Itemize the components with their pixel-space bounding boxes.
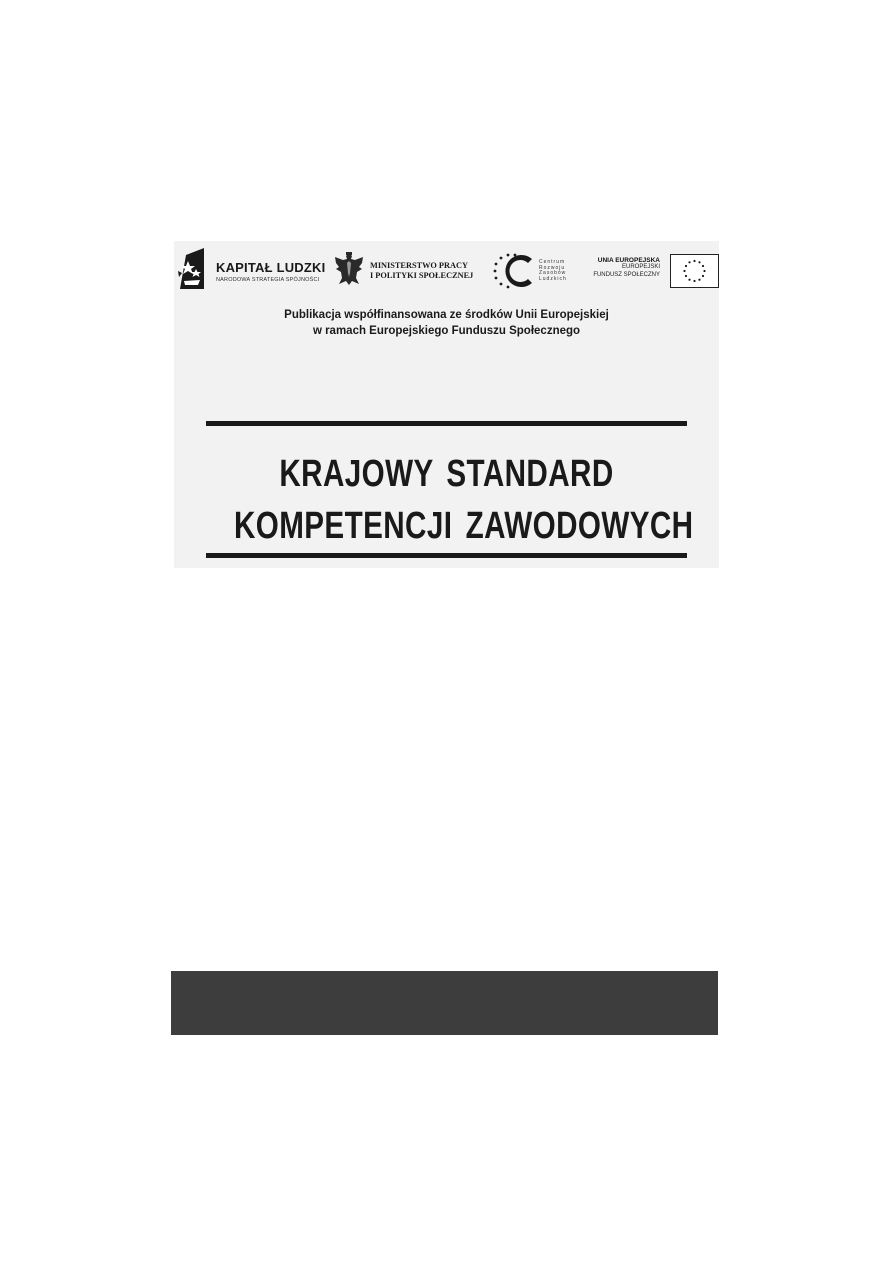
kapital-ludzki-title: KAPITAŁ LUDZKI xyxy=(216,260,326,275)
white-eagle-emblem-icon xyxy=(332,251,366,287)
eu-line2: EUROPEJSKI xyxy=(621,264,660,270)
ministerstwo-line2: I POLITYKI SPOŁECZNEJ xyxy=(370,271,474,280)
eu-logo xyxy=(593,247,719,291)
cofinancing-line1: Publikacja współfinansowana ze środków Unii Europejskiej xyxy=(284,309,609,321)
eu-line1: UNIA EUROPEJSKA xyxy=(597,257,660,264)
bottom-dark-bar xyxy=(171,971,718,1035)
cofinancing-line2: w ramach Europejskiego Funduszu Społecznego xyxy=(312,325,581,337)
document-title xyxy=(233,448,694,552)
kapital-ludzki-logo xyxy=(176,247,326,291)
cofinancing-note xyxy=(174,307,719,339)
crzl-line: Centrum xyxy=(539,259,566,265)
title-line1: KRAJOWY STANDARD xyxy=(279,453,614,495)
ministerstwo-line1: MINISTERSTWO PRACY xyxy=(370,261,468,270)
kapital-ludzki-subtitle: NARODOWA STRATEGIA SPÓJNOŚCI xyxy=(216,277,320,283)
crzl-text xyxy=(539,260,567,282)
eu-line3: FUNDUSZ SPOŁECZNY xyxy=(593,271,660,278)
eu-flag-icon xyxy=(670,254,719,288)
ministerstwo-logo xyxy=(332,247,472,291)
crzl-logo xyxy=(490,247,570,291)
crzl-emblem-icon xyxy=(490,251,538,289)
crzl-line: Ludzkich xyxy=(539,275,567,282)
crzl-line: Zasobów xyxy=(539,270,567,276)
top-rule xyxy=(206,421,687,426)
cover-panel xyxy=(174,241,719,568)
title-line2: KOMPETENCJI ZAWODOWYCH xyxy=(233,505,694,547)
eu-text xyxy=(593,257,660,279)
kapital-ludzki-emblem-icon xyxy=(176,247,210,291)
bottom-rule xyxy=(206,553,687,558)
crzl-line: Rozwoju xyxy=(539,264,566,271)
logo-strip xyxy=(174,241,719,293)
